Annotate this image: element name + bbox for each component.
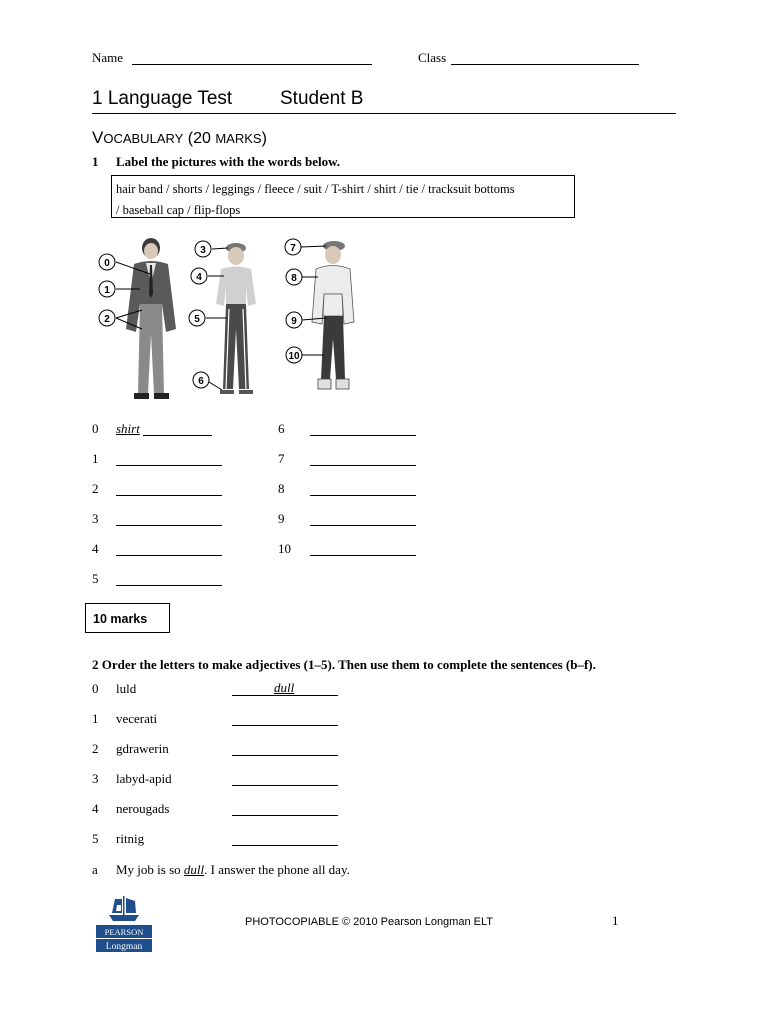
word-box — [111, 175, 575, 218]
callout-label-7: 7 — [290, 243, 296, 254]
title-divider — [92, 113, 676, 114]
answer-number-4: 4 — [92, 541, 99, 556]
q2-scrambled-4: nerougads — [116, 801, 170, 816]
q2-scrambled-5: ritnig — [116, 831, 145, 846]
answer-field-8[interactable] — [310, 482, 416, 496]
answer-number-7: 7 — [278, 451, 285, 466]
question-2-instruction: 2 Order the letters to make adjectives (1–5). Then use them to complete the sentences (b–f). — [92, 657, 596, 672]
answer-field-3[interactable] — [116, 512, 222, 526]
heading-marks-open: (20 — [187, 130, 211, 147]
answer-field-6[interactable] — [310, 422, 416, 436]
sentence-a-answer: dull — [183, 862, 205, 877]
q2-answer-field-4[interactable] — [232, 802, 338, 816]
answer-number-0: 0 — [92, 421, 99, 436]
q2-answer-field-3[interactable] — [232, 772, 338, 786]
q2-number-3: 3 — [92, 771, 99, 786]
pearson-longman-logo — [95, 893, 153, 953]
heading-marks-close: ) — [261, 130, 267, 147]
q2-number-0: 0 — [92, 681, 99, 696]
callout-label-0: 0 — [104, 258, 110, 269]
callout-label-6: 6 — [198, 376, 204, 387]
answer-number-9: 9 — [278, 511, 285, 526]
question-1-instruction: Label the pictures with the words below. — [116, 154, 341, 169]
q2-number-2: 2 — [92, 741, 99, 756]
name-label: Name — [92, 50, 124, 65]
answer-line-0 — [143, 422, 212, 436]
answer-number-6: 6 — [278, 421, 285, 436]
callout-label-3: 3 — [200, 245, 206, 256]
answer-example-0: shirt — [116, 421, 140, 436]
q2-scrambled-3: labyd-apid — [116, 771, 172, 786]
sentence-a — [116, 862, 350, 878]
callout-label-10: 10 — [288, 351, 300, 362]
answer-field-10[interactable] — [310, 542, 416, 556]
sentence-a-after: . I answer the phone all day. — [204, 862, 350, 877]
q2-number-5: 5 — [92, 831, 99, 846]
callout-label-8: 8 — [291, 273, 297, 284]
word-box-line-2: / baseball cap / flip-flops — [116, 203, 241, 217]
callout-label-2: 2 — [104, 314, 110, 325]
answer-field-1[interactable] — [116, 452, 222, 466]
heading-marks-word: MARKS — [215, 131, 262, 146]
q2-scrambled-1: vecerati — [116, 711, 158, 726]
answer-number-3: 3 — [92, 511, 99, 526]
section-heading — [92, 128, 267, 148]
callout-label-9: 9 — [291, 316, 297, 327]
page-number: 1 — [612, 913, 619, 928]
q2-answer-field-2[interactable] — [232, 742, 338, 756]
logo-line-2: Longman — [105, 942, 143, 952]
answer-field-5[interactable] — [116, 572, 222, 586]
student-label: Student B — [280, 88, 364, 109]
q2-answer-example-0: dull — [274, 680, 295, 695]
marks-box: 10 marks — [85, 603, 170, 633]
figure-woman-2 — [312, 241, 354, 389]
answer-number-10: 10 — [278, 541, 291, 556]
q2-scrambled-0: luld — [116, 681, 137, 696]
heading-initial: V — [92, 128, 104, 147]
footer-copyright: PHOTOCOPIABLE © 2010 Pearson Longman ELT — [245, 916, 493, 928]
answer-field-4[interactable] — [116, 542, 222, 556]
word-box-line-1: hair band / shorts / leggings / fleece / suit / T-shirt / shirt / tie / tracksuit bottoms — [116, 182, 515, 196]
clothing-illustration — [96, 234, 376, 410]
logo-line-1: PEARSON — [104, 927, 144, 937]
answer-number-8: 8 — [278, 481, 285, 496]
callout-label-1: 1 — [104, 285, 110, 296]
q2-number-1: 1 — [92, 711, 99, 726]
answer-field-2[interactable] — [116, 482, 222, 496]
class-label: Class — [418, 50, 447, 65]
q2-scrambled-2: gdrawerin — [116, 741, 169, 756]
heading-rest: OCABULARY — [103, 131, 184, 146]
q2-number-4: 4 — [92, 801, 99, 816]
answer-number-5: 5 — [92, 571, 99, 586]
sentence-a-before: My job is so — [116, 862, 184, 877]
answer-field-7[interactable] — [310, 452, 416, 466]
callout-label-4: 4 — [196, 272, 202, 283]
q2-answer-field-1[interactable] — [232, 712, 338, 726]
sentence-a-letter: a — [92, 862, 98, 877]
callout-label-5: 5 — [194, 314, 200, 325]
name-field[interactable] — [132, 53, 372, 65]
answer-field-9[interactable] — [310, 512, 416, 526]
figure-man — [126, 238, 176, 399]
answer-number-1: 1 — [92, 451, 99, 466]
q2-answer-field-5[interactable] — [232, 832, 338, 846]
question-1-number: 1 — [92, 154, 99, 169]
test-title: 1 Language Test — [92, 88, 233, 109]
class-field[interactable] — [451, 53, 639, 65]
answer-number-2: 2 — [92, 481, 99, 496]
